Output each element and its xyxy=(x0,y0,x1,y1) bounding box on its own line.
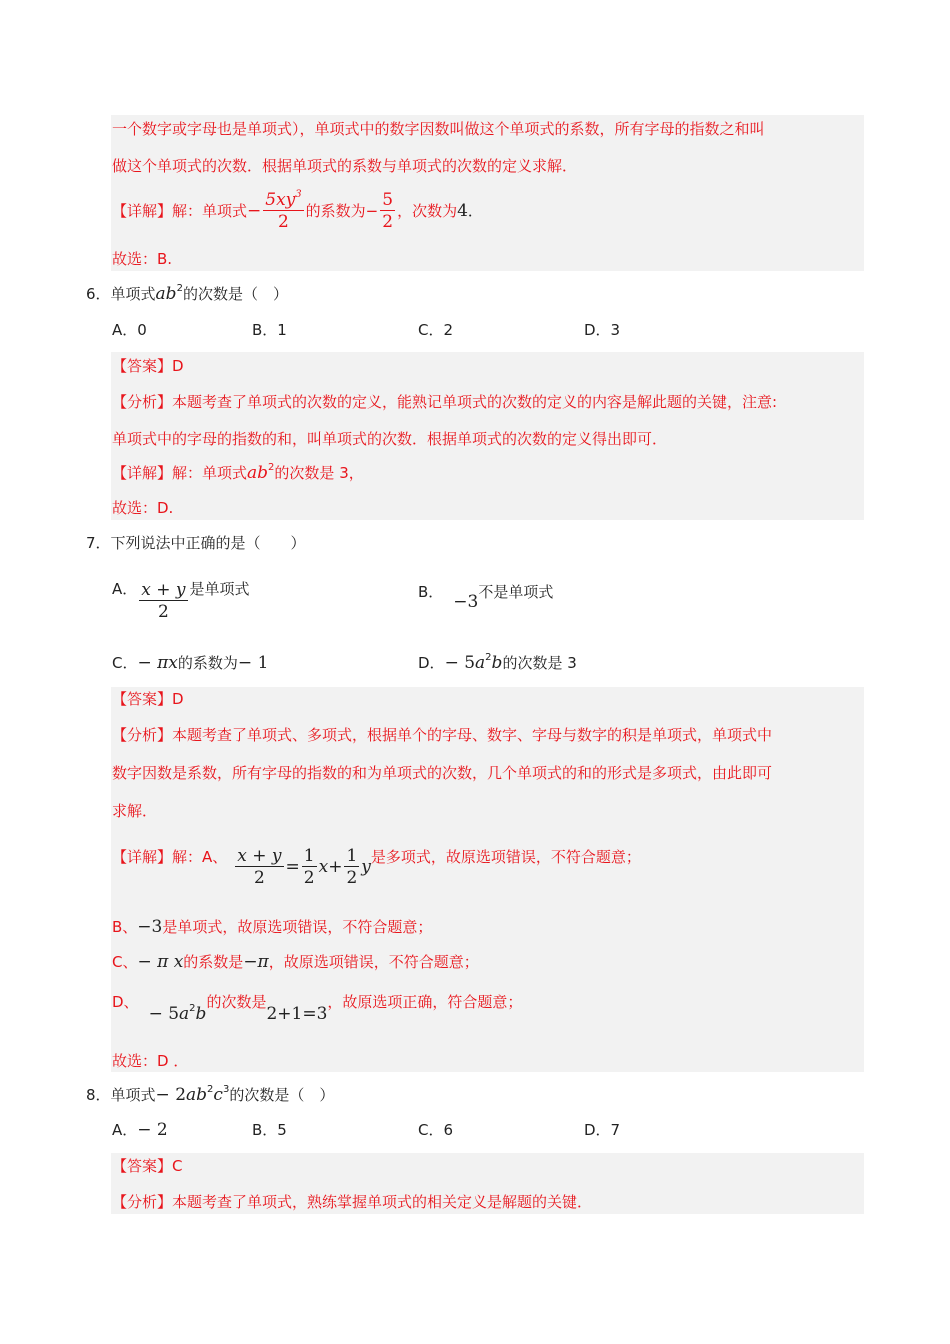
q5-detail-minus: − xyxy=(247,201,262,221)
q7-detail-c-text: 的系数是 xyxy=(183,953,244,971)
q5-coef-den: 2 xyxy=(382,212,394,232)
q5-analysis-line1: 一个数字或字母也是单项式），单项式中的数字因数叫做这个单项式的系数，所有字母的指数之和叫 xyxy=(112,120,765,138)
q7-option-d-var2: b xyxy=(491,653,503,673)
q7-answer: 【答案】D xyxy=(112,690,184,708)
q6-option-a[interactable]: A．0 xyxy=(112,321,147,339)
q6-answer: 【答案】D xyxy=(112,357,184,375)
q7-detail-a-den: 2 xyxy=(253,868,265,888)
q6-choice: 故选：D. xyxy=(112,499,174,517)
q7-option-b[interactable] xyxy=(418,581,554,612)
q7-detail-d-exp: 2 xyxy=(189,1003,196,1014)
q5-fraction xyxy=(263,190,303,233)
q7-option-c-value: − 1 xyxy=(237,653,269,673)
q8-option-c[interactable]: C．6 xyxy=(418,1121,454,1139)
q8-stem-var2: c xyxy=(213,1085,223,1105)
q7-detail-b-text: 是单项式，故原选项错误，不符合题意； xyxy=(162,918,433,936)
q7-detail-c-text2: ，故原选项错误，不符合题意； xyxy=(268,953,479,971)
q8-stem-coef: − 2 xyxy=(155,1085,187,1105)
q7-option-d-exp: 2 xyxy=(485,652,492,663)
q5-coef-fraction xyxy=(380,190,395,233)
q7-detail-d-value: 2+1=3 xyxy=(266,1004,328,1024)
q7-option-d-label: D． xyxy=(418,654,445,672)
q7-option-c-label: C． xyxy=(112,654,138,672)
q5-coef-num: 5 xyxy=(382,190,394,210)
q8-stem-suffix: 的次数是（ ） xyxy=(229,1086,335,1104)
q7-option-a-text: 是单项式 xyxy=(189,580,250,598)
q7-detail-a-x: x xyxy=(318,857,329,877)
q7-detail-b xyxy=(112,916,432,938)
q8-answer: 【答案】C xyxy=(112,1157,183,1175)
q5-detail-prefix: 【详解】解：单项式 xyxy=(112,202,248,220)
q6-option-c[interactable]: C．2 xyxy=(418,321,454,339)
q6-analysis-line2: 单项式中的字母的指数的和，叫单项式的次数．根据单项式的次数的定义得出即可． xyxy=(112,430,668,448)
q6-stem xyxy=(86,283,288,305)
q8-option-d[interactable]: D．7 xyxy=(584,1121,621,1139)
q8-option-b[interactable]: B．5 xyxy=(252,1121,287,1139)
q6-stem-suffix: 的次数是（ ） xyxy=(182,285,288,303)
q6-stem-prefix: 6．单项式 xyxy=(86,285,156,303)
q7-option-a-den: 2 xyxy=(157,602,169,622)
q7-detail-a-half-num: 1 xyxy=(303,846,315,866)
q7-option-c-math: − πx xyxy=(137,653,178,673)
q7-analysis-line3: 求解． xyxy=(112,802,158,820)
q7-detail-c-math: − π x xyxy=(137,952,184,972)
q6-option-b[interactable]: B．1 xyxy=(252,321,287,339)
q5-fraction-num: 5xy xyxy=(265,190,296,210)
q5-detail xyxy=(112,186,483,236)
q6-stem-exp: 2 xyxy=(176,283,183,294)
q7-detail-a-half2-den: 2 xyxy=(346,868,358,888)
q5-detail-end: ． xyxy=(467,202,483,220)
q7-detail-c-label: C、 xyxy=(112,953,138,971)
q7-detail-d-text: 的次数是 xyxy=(206,993,267,1011)
q7-detail-a-fraction xyxy=(235,846,283,889)
q7-option-d-var: a xyxy=(475,653,486,673)
q6-detail-exp: 2 xyxy=(268,462,275,473)
q7-option-a-fraction xyxy=(139,580,187,623)
q7-detail-d-expr xyxy=(149,1002,207,1026)
q8-option-a-label: A． xyxy=(112,1121,138,1139)
q6-detail xyxy=(112,462,364,484)
q8-stem-prefix: 8．单项式 xyxy=(86,1086,156,1104)
q7-option-a[interactable] xyxy=(112,578,250,623)
q7-choice: 故选：D ． xyxy=(112,1052,189,1070)
q6-detail-suffix: 的次数是 3， xyxy=(274,464,364,482)
q7-option-b-text: 不是单项式 xyxy=(478,583,554,601)
q7-analysis-line2: 数字因数是系数，所有字母的指数的和为单项式的次数，几个单项式的和的形式是多项式，由此即可 xyxy=(112,764,773,782)
q6-option-d[interactable]: D．3 xyxy=(584,321,621,339)
q8-analysis-line1: 【分析】本题考查了单项式，熟练掌握单项式的相关定义是解题的关键． xyxy=(112,1193,593,1211)
q5-degree: 4 xyxy=(457,201,468,221)
q7-detail-c-value: −π xyxy=(243,952,269,972)
q7-detail-prefix: 【详解】解：A、 xyxy=(112,848,228,866)
q8-stem xyxy=(86,1084,334,1106)
q7-detail-a-y: y xyxy=(361,857,371,877)
q6-detail-prefix: 【详解】解：单项式 xyxy=(112,464,248,482)
q7-detail-d-coef: − 5 xyxy=(148,1004,180,1024)
q8-stem-exp1: 2 xyxy=(207,1084,214,1095)
q7-option-a-num: x + y xyxy=(141,580,186,600)
q5-choice: 故选：B. xyxy=(112,250,173,268)
q7-detail-d-var2: b xyxy=(195,1004,207,1024)
q8-stem-exp2: 3 xyxy=(222,1084,230,1095)
q7-option-c-text: 的系数为 xyxy=(177,654,238,672)
q6-stem-var: ab xyxy=(155,284,177,304)
q5-fraction-den: 2 xyxy=(278,212,289,232)
q7-detail-d-text2: ，故原选项正确，符合题意； xyxy=(327,993,523,1011)
q6-analysis-line1: 【分析】本题考查了单项式的次数的定义，能熟记单项式的次数的定义的内容是解此题的关键，注意: xyxy=(112,393,778,411)
q7-detail-b-label: B、 xyxy=(112,918,138,936)
q7-detail-a-plus: + xyxy=(328,857,343,877)
q8-stem-var: ab xyxy=(186,1085,208,1105)
q8-option-a-math: − 2 xyxy=(137,1120,168,1140)
q7-detail-d-var: a xyxy=(179,1004,190,1024)
q7-option-c[interactable] xyxy=(112,652,268,674)
q7-option-b-math: −3 xyxy=(453,592,479,612)
q7-detail-a-text: 是多项式，故原选项错误，不符合题意； xyxy=(370,848,641,866)
q7-option-d-coef: − 5 xyxy=(444,653,476,673)
q7-option-d-text: 的次数是 3 xyxy=(502,654,577,672)
q7-detail-a-eq: = xyxy=(285,857,300,877)
q7-detail-d-label: D、 xyxy=(112,993,139,1011)
q7-analysis-line1: 【分析】本题考查了单项式、多项式，根据单个的字母、数字、字母与数字的积是单项式，单项式中 xyxy=(112,726,773,744)
q8-option-a[interactable] xyxy=(112,1119,168,1141)
q7-detail-a-half2-num: 1 xyxy=(346,846,358,866)
q7-detail-d xyxy=(112,990,523,1024)
q7-detail-a-half-den: 2 xyxy=(303,868,315,888)
q7-stem: 7．下列说法中正确的是（ ） xyxy=(86,534,306,552)
q7-detail-a-half xyxy=(302,846,317,889)
q5-detail-mid: 的系数为− xyxy=(305,202,379,220)
q7-detail-a xyxy=(112,846,641,889)
q6-detail-var: ab xyxy=(247,463,269,483)
q7-option-a-label: A． xyxy=(112,580,138,598)
q7-detail-a-num: x + y xyxy=(237,846,282,866)
q5-analysis-line2: 做这个单项式的次数．根据单项式的系数与单项式的次数的定义求解． xyxy=(112,157,578,175)
q5-fraction-exp: 3 xyxy=(295,189,302,200)
q7-option-b-label: B． xyxy=(418,583,444,601)
q7-detail-b-math: −3 xyxy=(137,917,163,937)
q7-detail-c xyxy=(112,951,479,973)
q7-option-d[interactable] xyxy=(418,652,577,674)
q7-detail-a-half2 xyxy=(344,846,359,889)
q5-detail-mid2: ，次数为 xyxy=(397,202,458,220)
